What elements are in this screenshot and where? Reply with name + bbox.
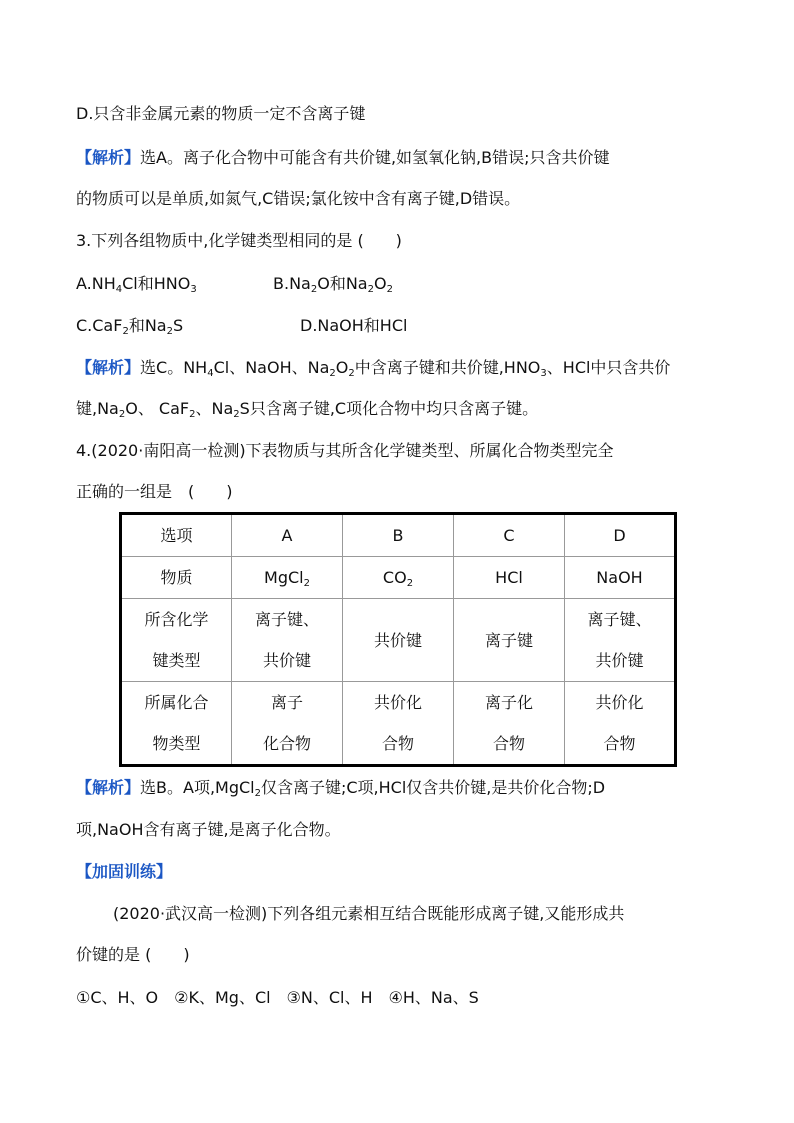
analysis-tag: 【解析】 <box>76 358 141 377</box>
reinforcement-stem-line-2: 价键的是 ( ) <box>76 945 190 964</box>
analysis-1-line-1: 【解析】选A。离子化合物中可能含有共价键,如氢氧化钠,B错误;只含共价键 <box>76 148 610 167</box>
question-3-option-c: C.CaF$_2$和$Na_2S$ <box>76 316 184 337</box>
table-cell: NaOH <box>565 557 676 599</box>
table-cell: 共价化 合物 <box>565 682 676 766</box>
reinforcement-stem-line-1: (2020·武汉高一检测)下列各组元素相互结合既能形成离子键,又能形成共 <box>113 904 625 923</box>
table-cell: 离子化 合物 <box>454 682 565 766</box>
analysis-3-line-2: 项,NaOH含有离子键,是离子化合物。 <box>76 820 341 839</box>
table-cell: C <box>454 514 565 557</box>
table-cell: 选项 <box>121 514 232 557</box>
question-3-option-b: $B.Na_2O$和$Na_2O_2$ <box>273 274 393 295</box>
table-cell: 离子键、 共价键 <box>565 599 676 682</box>
question-4-table <box>119 512 677 767</box>
table-cell: 离子键、 共价键 <box>232 599 343 682</box>
analysis-2-line-1: 【解析】选C。$NH_4Cl$、NaOH、$Na_2O_2$中含离子键和共价键$,HNO_3$、HCl中只含共价 <box>76 358 671 379</box>
analysis-2-line-2: 键$,Na_2O$、 CaF$_2$、$Na_2S$只含离子键,C项化合物中均只含离子键。 <box>76 399 539 420</box>
table-cell: MgCl$_2$ <box>232 557 343 599</box>
table-row <box>121 682 676 766</box>
table-cell: 所属化合 物类型 <box>121 682 232 766</box>
question-3-option-d: D.NaOH和HCl <box>300 316 408 335</box>
analysis-1-line-2: 的物质可以是单质,如氮气,C错误;氯化铵中含有离子键,D错误。 <box>76 189 521 208</box>
table-row <box>121 514 676 557</box>
table-cell: HCl <box>454 557 565 599</box>
question-4-stem-line-1: 4.(2020·南阳高一检测)下表物质与其所含化学键类型、所属化合物类型完全 <box>76 441 614 460</box>
table-cell: $CO_2$ <box>343 557 454 599</box>
table-cell: A <box>232 514 343 557</box>
analysis-tag: 【解析】 <box>76 148 141 167</box>
option-d-text: D.只含非金属元素的物质一定不含离子键 <box>76 104 366 123</box>
question-4-stem-line-2: 正确的一组是 ( ) <box>76 482 233 501</box>
question-3-stem: 3.下列各组物质中,化学键类型相同的是 ( ) <box>76 231 402 250</box>
table-cell: D <box>565 514 676 557</box>
table-cell: 共价键 <box>343 599 454 682</box>
analysis-tag: 【解析】 <box>76 778 141 797</box>
question-3-option-a: $A.NH_4Cl$和$HNO_3$ <box>76 274 197 295</box>
table-cell: 所含化学 键类型 <box>121 599 232 682</box>
reinforcement-heading: 【加固训练】 <box>76 862 173 881</box>
reinforcement-options: ①C、H、O ②K、Mg、Cl ③N、Cl、H ④H、Na、S <box>76 988 479 1007</box>
table-cell: 离子 化合物 <box>232 682 343 766</box>
table-cell: 物质 <box>121 557 232 599</box>
table-cell: B <box>343 514 454 557</box>
table-row <box>121 599 676 682</box>
table-row <box>121 557 676 599</box>
analysis-3-line-1: 【解析】选B。A项,MgCl$_2$仅含离子键;C项,HCl仅含共价键,是共价化合物;D <box>76 778 606 799</box>
table-cell: 离子键 <box>454 599 565 682</box>
table-cell: 共价化 合物 <box>343 682 454 766</box>
